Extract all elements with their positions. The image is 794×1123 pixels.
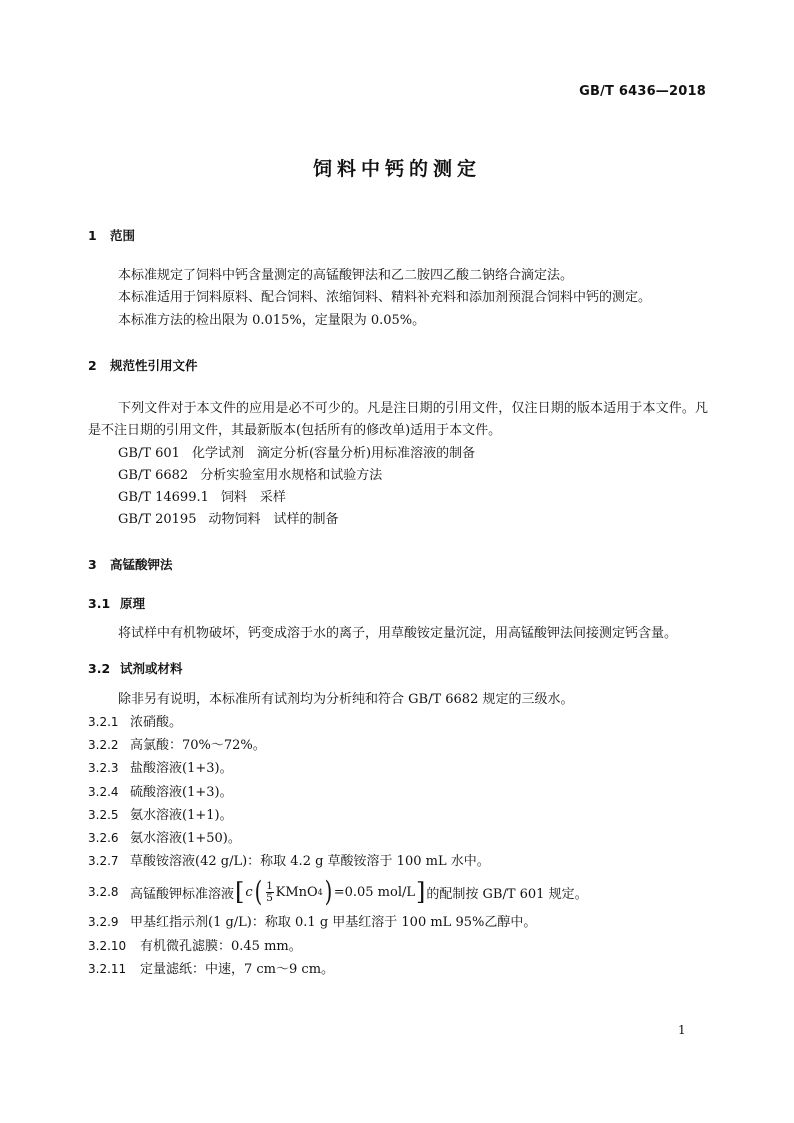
subsection-3-1-body <box>88 623 708 645</box>
reagent-item <box>88 757 708 780</box>
item-number: 3.2.6 <box>88 831 119 846</box>
document-title: 饲料中钙的测定 <box>312 158 481 180</box>
section-number: 1 <box>88 228 97 243</box>
section-1-body <box>88 265 708 332</box>
section-2-body <box>88 398 708 532</box>
section-title: 范围 <box>110 228 136 243</box>
section-heading <box>88 555 708 575</box>
section-title: 规范性引用文件 <box>110 358 198 373</box>
reagent-item <box>88 781 708 804</box>
standard-code: GB/T 6436—2018 <box>579 84 706 99</box>
reference-code: GB/T 20195 <box>118 512 197 528</box>
subsection-3-2 <box>88 659 708 679</box>
item-number: 3.2.2 <box>88 738 119 753</box>
fraction-denominator: 5 <box>266 891 273 904</box>
section-heading <box>88 356 708 376</box>
fraction <box>266 881 274 904</box>
item-number: 3.2.8 <box>88 885 119 900</box>
open-paren: ( <box>254 875 262 909</box>
fraction-numerator: 1 <box>266 879 273 892</box>
reagent-item-formula <box>88 873 708 911</box>
reagent-item <box>88 734 708 757</box>
section-2 <box>88 356 708 376</box>
subsection-title: 原理 <box>120 596 146 611</box>
reference-code: GB/T 601 <box>118 445 180 461</box>
reagent-item <box>88 804 708 827</box>
reference-item <box>88 487 708 509</box>
item-text: 氨水溶液(1+50)。 <box>130 831 241 847</box>
reference-code: GB/T 6682 <box>118 467 189 483</box>
subsection-number: 3.1 <box>88 596 111 611</box>
section-number: 2 <box>88 358 97 373</box>
item-number: 3.2.5 <box>88 807 119 822</box>
section-1 <box>88 226 708 246</box>
item-number: 3.2.1 <box>88 715 119 729</box>
reagent-list <box>88 711 708 981</box>
item-number: 3.2.11 <box>88 961 127 976</box>
reference-item <box>88 465 708 487</box>
page-number: 1 <box>678 1023 686 1037</box>
reference-item <box>88 509 708 531</box>
reference-name: 化学试剂 滴定分析(容量分析)用标准溶液的制备 <box>191 445 476 461</box>
reagent-item <box>88 827 708 850</box>
section-3 <box>88 555 708 575</box>
subsection-3-2-body <box>88 689 708 711</box>
subsection-number: 3.2 <box>88 661 111 676</box>
item-text: 浓硝酸。 <box>130 715 183 730</box>
paragraph: 本标准方法的检出限为 0.015%，定量限为 0.05%。 <box>118 312 426 328</box>
open-bracket: [ <box>235 878 245 907</box>
paragraph: 本标准规定了饲料中钙含量测定的高锰酸钾法和乙二胺四乙酸二钠络合滴定法。 <box>118 268 574 283</box>
subsection-title: 试剂或材料 <box>120 661 183 676</box>
subsection-heading <box>88 659 708 679</box>
item-text: 定量滤纸：中速，7 cm～9 cm。 <box>140 961 335 977</box>
reference-code: GB/T 14699.1 <box>118 490 209 506</box>
section-heading <box>88 226 708 246</box>
formula-subscript: 4 <box>317 887 323 897</box>
paragraph: 将试样中有机物破坏，钙变成溶于水的离子，用草酸铵定量沉淀，用高锰酸钾法间接测定钙含量。 <box>118 626 678 641</box>
item-text: 高氯酸：70%～72%。 <box>130 738 266 754</box>
close-bracket: ] <box>416 878 426 907</box>
reagent-item <box>88 711 708 734</box>
reference-name: 饲料 采样 <box>220 490 286 506</box>
reference-item <box>88 443 708 465</box>
concentration-symbol: c <box>245 884 253 900</box>
reference-name: 动物饲料 试样的制备 <box>208 512 339 528</box>
paragraph: 本标准适用于饲料原料、配合饲料、浓缩饲料、精料补充料和添加剂预混合饲料中钙的测定。 <box>118 290 652 306</box>
reagent-item <box>88 935 708 958</box>
item-text: 盐酸溶液(1+3)。 <box>130 761 233 777</box>
reagent-item <box>88 850 708 873</box>
item-number: 3.2.7 <box>88 854 119 869</box>
concentration-value: =0.05 mol/L <box>333 884 415 900</box>
item-number: 3.2.3 <box>88 761 119 776</box>
reagent-item <box>88 911 708 934</box>
item-number: 3.2.9 <box>88 915 119 930</box>
item-number: 3.2.4 <box>88 784 119 799</box>
close-paren: ) <box>324 875 333 909</box>
formula: KMnO <box>275 884 318 900</box>
item-text: 甲基红指示剂(1 g/L)：称取 0.1 g 甲基红溶于 100 mL 95%乙醇中。 <box>130 915 537 931</box>
item-text: 硫酸溶液(1+3)。 <box>130 784 233 800</box>
subsection-heading <box>88 594 708 614</box>
section-title: 高锰酸钾法 <box>110 557 173 572</box>
reagent-item <box>88 958 708 981</box>
subsection-3-1 <box>88 594 708 614</box>
item-text: 氨水溶液(1+1)。 <box>130 807 233 823</box>
section-number: 3 <box>88 557 97 572</box>
item-number: 3.2.10 <box>88 938 127 953</box>
item-text-suffix: 的配制按 GB/T 601 规定。 <box>426 886 588 902</box>
item-text: 草酸铵溶液(42 g/L)：称取 4.2 g 草酸铵溶于 100 mL 水中。 <box>130 854 490 870</box>
reference-name: 分析实验室用水规格和试验方法 <box>200 467 383 483</box>
item-text: 有机微孔滤膜：0.45 mm。 <box>140 938 302 954</box>
paragraph: 除非另有说明，本标准所有试剂均为分析纯和符合 GB/T 6682 规定的三级水。 <box>118 692 574 707</box>
item-text: 高锰酸钾标准溶液 <box>130 886 235 902</box>
paragraph: 下列文件对于本文件的应用是必不可少的。凡是注日期的引用文件，仅注日期的版本适用于本文件。凡是不注日期的引用文件，其最新版本(包括所有的修改单)适用于本文件。 <box>88 401 708 439</box>
